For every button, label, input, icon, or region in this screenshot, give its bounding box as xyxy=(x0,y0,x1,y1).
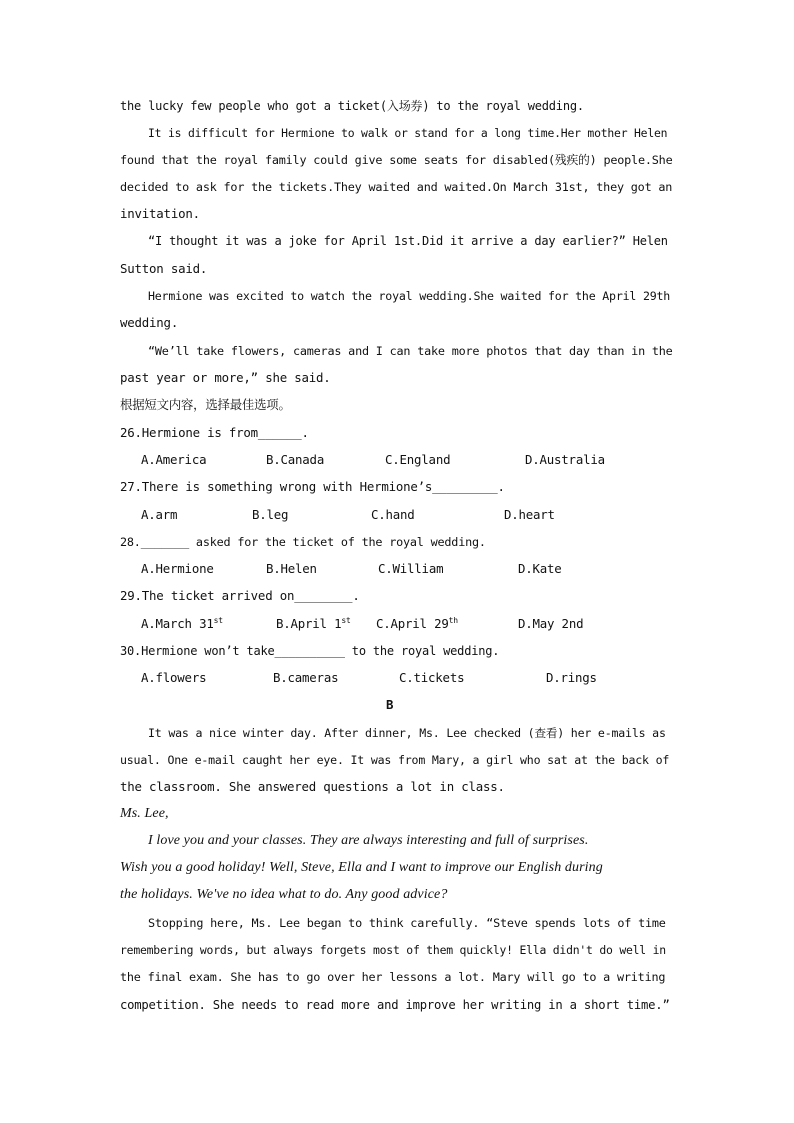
passage-a-line: It is difficult for Hermione to walk or stand for a long time.Her mother Helen xyxy=(148,126,668,140)
section-b-heading: B xyxy=(386,697,394,712)
passage-b-line: the final exam. She has to go over her lessons a lot. Mary will go to a writing xyxy=(120,970,666,984)
passage-b-line: usual. One e-mail caught her eye. It was from Mary, a girl who sat at the back of xyxy=(120,753,670,767)
passage-a-line: found that the royal family could give some seats for disabled(残疾的) people.She xyxy=(120,153,673,167)
passage-b-line: It was a nice winter day. After dinner, Ms. Lee checked (查看) her e-mails as xyxy=(148,726,666,740)
question-stem: 27.There is something wrong with Hermione’s_________. xyxy=(120,479,505,494)
passage-b-line: remembering words, but always forgets most of them quickly! Ella didn't do well in xyxy=(120,943,666,957)
email-line: I love you and your classes. They are always interesting and full of surprises. xyxy=(148,833,589,848)
passage-a-line: past year or more,” she said. xyxy=(120,370,331,385)
question-option: B.Helen xyxy=(266,561,317,576)
passage-a-line: “I thought it was a joke for April 1st.Did it arrive a day earlier?” Helen xyxy=(148,234,668,248)
question-option: A.flowers xyxy=(141,670,207,685)
question-stem: 28._______ asked for the ticket of the royal wedding. xyxy=(120,535,486,549)
question-option: D.May 2nd xyxy=(518,616,584,631)
passage-a-line: wedding. xyxy=(120,315,179,330)
question-option: B.April 1st xyxy=(276,616,351,631)
email-line: Wish you a good holiday! Well, Steve, Ella and I want to improve our English during xyxy=(120,860,603,875)
instructions: 根据短文内容，选择最佳选项。 xyxy=(120,397,291,412)
passage-a-line: “We’ll take flowers, cameras and I can take more photos that day than in the xyxy=(148,344,673,358)
question-option: C.April 29th xyxy=(376,616,458,631)
question-option: C.hand xyxy=(371,507,415,522)
email-line: the holidays. We've no idea what to do. Any good advice? xyxy=(120,887,448,902)
question-option: D.rings xyxy=(546,670,597,685)
question-option: D.Kate xyxy=(518,561,562,576)
question-option: A.March 31st xyxy=(141,616,223,631)
passage-a-line: Hermione was excited to watch the royal wedding.She waited for the April 29th xyxy=(148,289,671,303)
question-option: D.heart xyxy=(504,507,555,522)
question-option: C.tickets xyxy=(399,670,465,685)
question-stem: 26.Hermione is from______. xyxy=(120,425,309,440)
passage-b-line: the classroom. She answered questions a lot in class. xyxy=(120,779,505,794)
question-option: D.Australia xyxy=(525,452,605,467)
question-stem: 29.The ticket arrived on________. xyxy=(120,588,360,603)
question-option: A.Hermione xyxy=(141,561,214,576)
passage-a-line: Sutton said. xyxy=(120,261,208,276)
question-option: A.America xyxy=(141,452,207,467)
passage-b-line: competition. She needs to read more and improve her writing in a short time.” xyxy=(120,998,670,1012)
question-option: B.cameras xyxy=(273,670,339,685)
email-salutation: Ms. Lee, xyxy=(120,806,169,821)
passage-a-line: decided to ask for the tickets.They waited and waited.On March 31st, they got an xyxy=(120,180,673,194)
passage-b-line: Stopping here, Ms. Lee began to think carefully. “Steve spends lots of time xyxy=(148,916,666,930)
question-option: B.Canada xyxy=(266,452,325,467)
question-option: C.England xyxy=(385,452,451,467)
question-option: A.arm xyxy=(141,507,178,522)
passage-a-line: invitation. xyxy=(120,206,200,221)
question-option: C.William xyxy=(378,561,444,576)
question-stem: 30.Hermione won’t take__________ to the royal wedding. xyxy=(120,644,500,658)
passage-a-line: the lucky few people who got a ticket(入场券) to the royal wedding. xyxy=(120,99,584,113)
question-option: B.leg xyxy=(252,507,289,522)
